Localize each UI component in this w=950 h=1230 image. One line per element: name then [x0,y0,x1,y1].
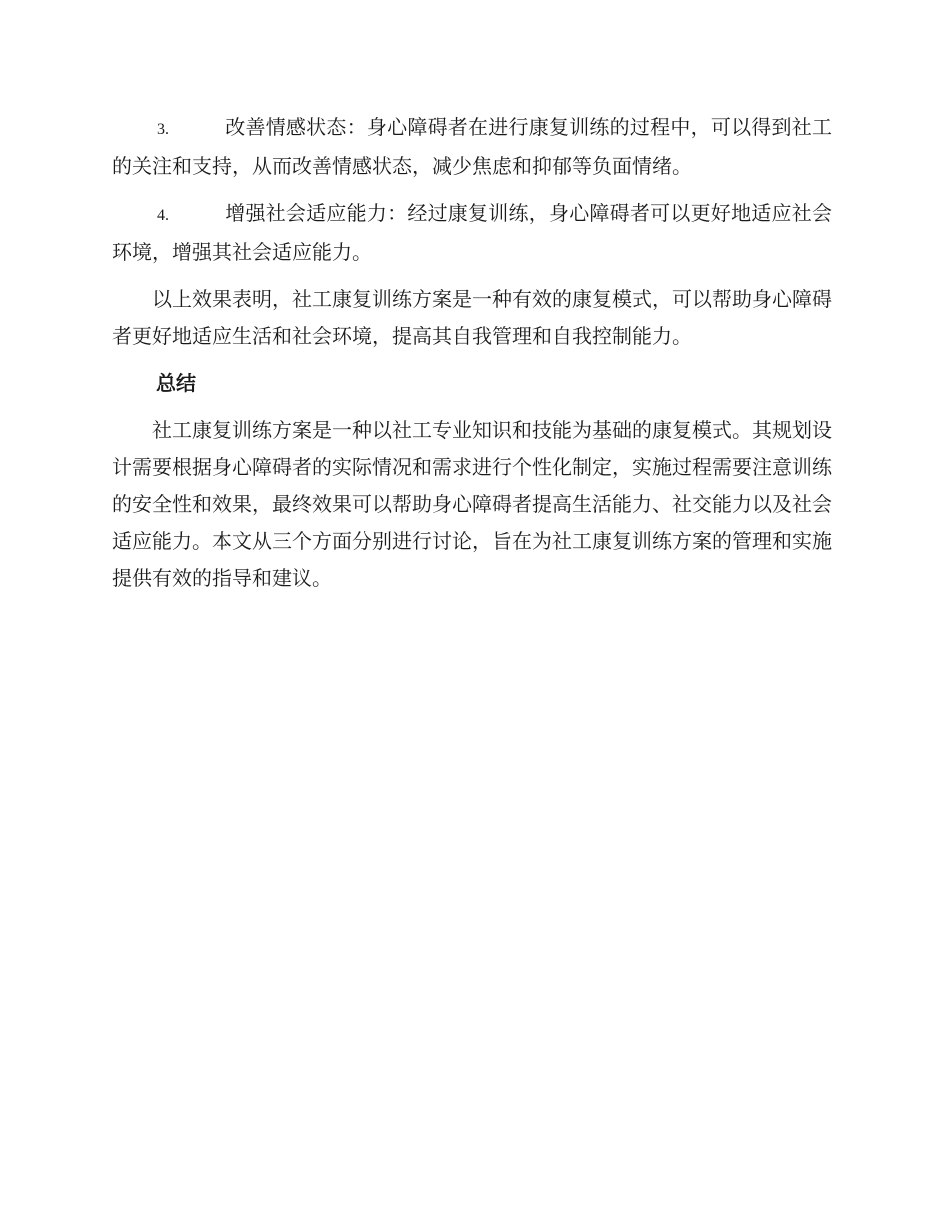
list-number: 3. [157,121,169,138]
list-item-4 [112,195,832,271]
list-number: 4. [157,207,169,224]
conclusion-heading: 总结 [156,371,196,395]
effect-summary-paragraph: 以上效果表明，社工康复训练方案是一种有效的康复模式，可以帮助身心障碍者更好地适应生活和社会环境，提高其自我管理和自我控制能力。 [112,287,832,348]
document-page [112,109,832,607]
conclusion-paragraph: 社工康复训练方案是一种以社工专业知识和技能为基础的康复模式。其规划设计需要根据身心障碍者的实际情况和需求进行个性化制定，实施过程需要注意训练的安全性和效果，最终效果可以帮助身心障碍者提高生活能力、社交能力以及社会适应能力。本文从三个方面分别进行讨论，旨在为社工康复训练方案的管理和实施提供有效的指导和建议。 [112,418,832,590]
list-item-text: 增强社会适应能力：经过康复训练，身心障碍者可以更好地适应社会环境，增强其社会适应能力。 [112,201,832,264]
list-item-text: 改善情感状态：身心障碍者在进行康复训练的过程中，可以得到社工的关注和支持，从而改善情感状态，减少焦虑和抑郁等负面情绪。 [112,115,832,178]
list-item-3 [112,109,832,185]
